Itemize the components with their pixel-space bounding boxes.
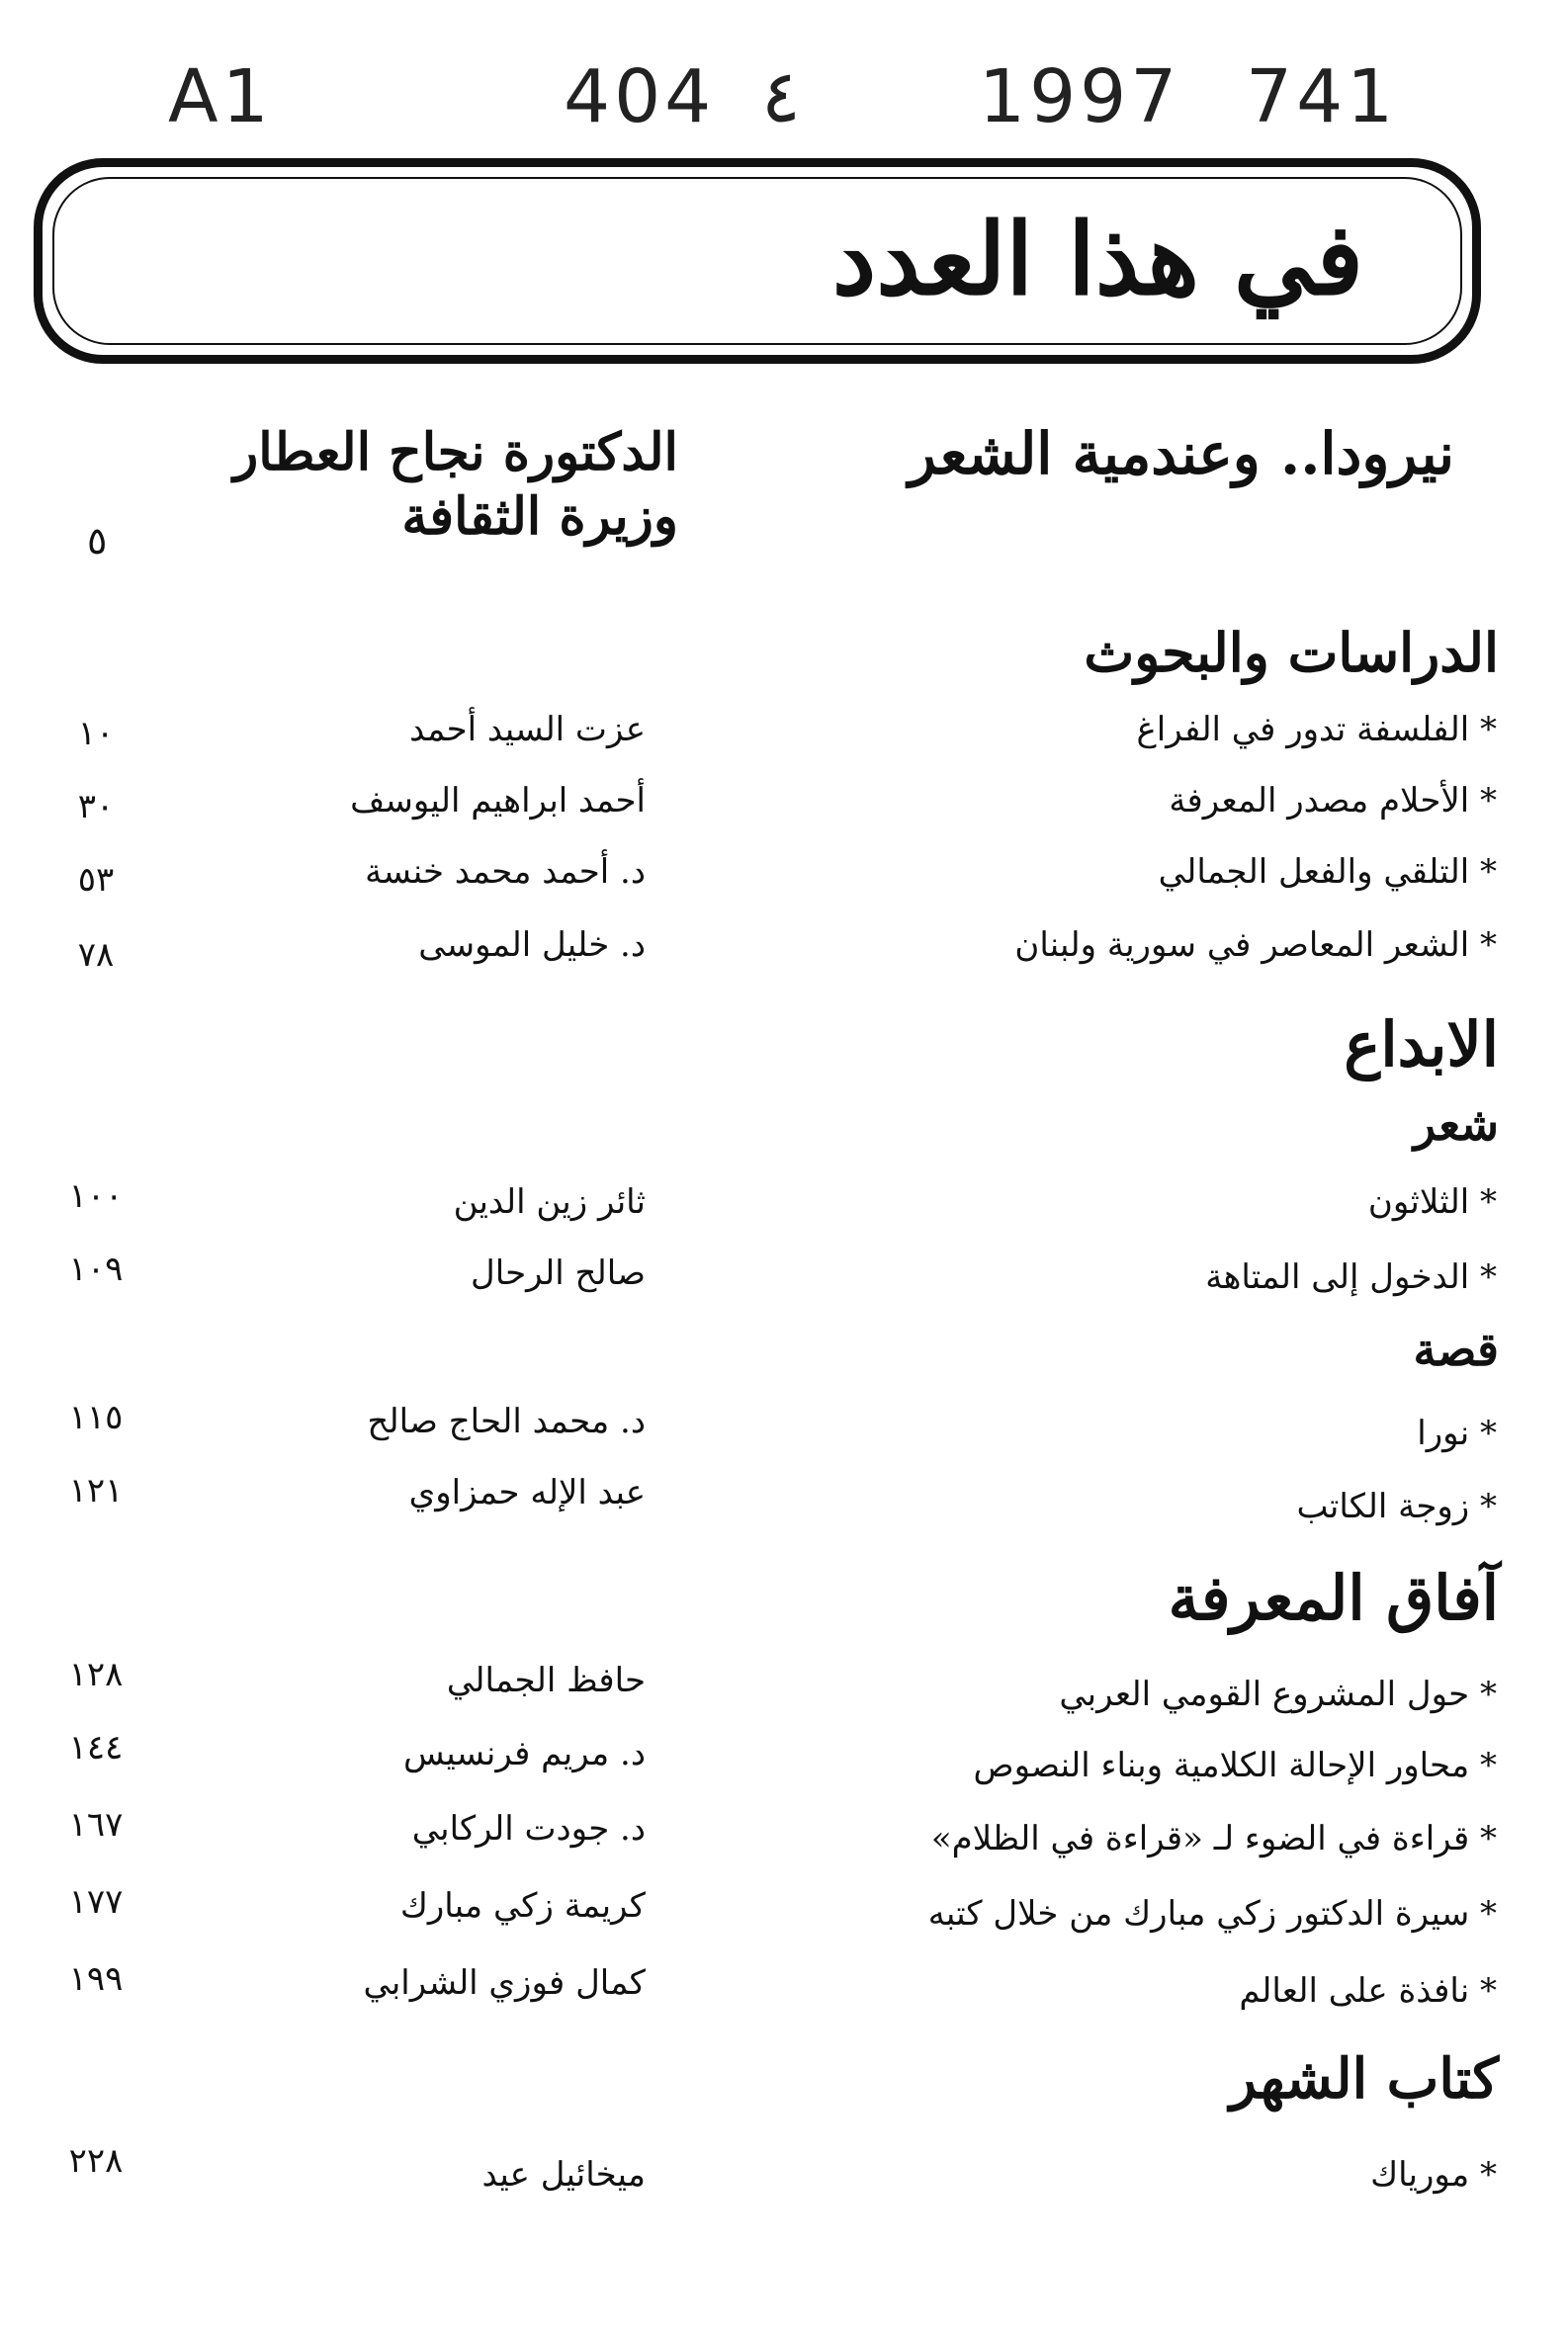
toc-entry-title: * نافذة على العالم xyxy=(1239,1971,1497,2011)
toc-entry-author: أحمد ابراهيم اليوسف xyxy=(350,781,646,820)
handwritten-catalog-note xyxy=(168,54,1414,143)
toc-entry-page: ١٠ xyxy=(77,714,115,753)
toc-entry-title: * زوجة الكاتب xyxy=(1296,1487,1497,1526)
toc-entry-author: د. مريم فرنسيس xyxy=(402,1734,646,1773)
section-heading-horizons: آفاق المعرفة xyxy=(1168,1562,1499,1634)
toc-entry-title: * نورا xyxy=(1417,1414,1497,1453)
toc-entry-author: عبد الإله حمزاوي xyxy=(408,1473,646,1512)
toc-entry-author: ثائر زين الدين xyxy=(453,1182,646,1222)
toc-entry-page: ١٢٨ xyxy=(68,1655,124,1694)
note-code: 741 xyxy=(1246,54,1398,139)
note-ref: A1 xyxy=(168,54,273,139)
toc-entry-author: د. أحمد محمد خنسة xyxy=(365,852,646,892)
lead-page-number: ٥ xyxy=(87,519,108,562)
toc-entry-page: ١١٥ xyxy=(68,1398,124,1437)
toc-entry-page: ١٤٤ xyxy=(68,1728,124,1768)
subsection-heading-poetry: شعر xyxy=(1413,1097,1499,1151)
toc-entry-author: د. جودت الركابي xyxy=(411,1809,646,1849)
toc-entry-author: عزت السيد أحمد xyxy=(409,710,646,749)
toc-entry-title: * الثلاثون xyxy=(1367,1182,1497,1222)
toc-entry-page: ١٠٩ xyxy=(68,1250,124,1289)
toc-entry-title: * موریاك xyxy=(1370,2155,1497,2195)
toc-entry-author: صالح الرحال xyxy=(471,1253,646,1293)
toc-entry-page: ١٦٧ xyxy=(68,1805,124,1845)
toc-entry-page: ٢٢٨ xyxy=(68,2141,124,2181)
toc-entry-author: كمال فوزي الشرابي xyxy=(363,1963,646,2003)
toc-entry-author: ميخائيل عيد xyxy=(481,2155,646,2195)
toc-entry-author: حافظ الجمالي xyxy=(446,1661,646,1700)
lead-article-title: نيرودا.. وعندمية الشعر xyxy=(908,420,1454,487)
note-number: 404 xyxy=(564,54,716,139)
toc-entry-title: * الفلسفة تدور في الفراغ xyxy=(1136,710,1497,749)
toc-entry-author: كريمة زكي مبارك xyxy=(399,1886,646,1926)
toc-entry-title: * حول المشروع القومي العربي xyxy=(1059,1675,1497,1714)
toc-entry-page: ١٩٩ xyxy=(68,1959,124,1999)
toc-entry-title: * محاور الإحالة الكلامية وبناء النصوص xyxy=(973,1746,1497,1785)
subsection-heading-story: قصة xyxy=(1413,1323,1499,1376)
toc-entry-page: ٧٨ xyxy=(77,935,115,975)
toc-entry-title: * الدخول إلى المتاهة xyxy=(1205,1257,1497,1297)
toc-entry-page: ١٢١ xyxy=(68,1471,124,1510)
toc-entry-page: ٥٣ xyxy=(77,860,115,900)
toc-entry-page: ١٠٠ xyxy=(68,1176,124,1216)
toc-entry-title: * الأحلام مصدر المعرفة xyxy=(1169,781,1497,820)
section-heading-creativity: الابداع xyxy=(1344,1008,1499,1080)
note-year: 1997 xyxy=(979,54,1181,139)
section-heading-book-of-month: كتاب الشهر xyxy=(1229,2046,1499,2112)
toc-entry-title: * سيرة الدكتور زكي مبارك من خلال كتبه xyxy=(927,1894,1497,1934)
toc-entry-author: د. خليل الموسى xyxy=(418,925,646,965)
note-letter: ٤ xyxy=(761,54,801,139)
title-banner xyxy=(34,158,1481,364)
lead-article-author xyxy=(233,420,678,549)
lead-author-name: الدكتورة نجاح العطار xyxy=(233,422,678,482)
toc-entry-page: ١٧٧ xyxy=(68,1882,124,1922)
toc-entry-title: * التلقي والفعل الجمالي xyxy=(1158,852,1497,892)
toc-entry-title: * قراءة في الضوء لـ «قراءة في الظلام» xyxy=(930,1819,1497,1858)
toc-entry-title: * الشعر المعاصر في سورية ولبنان xyxy=(1014,925,1497,965)
lead-author-role: وزيرة الثقافة xyxy=(401,486,678,547)
toc-entry-author: د. محمد الحاج صالح xyxy=(367,1402,646,1441)
toc-entry-page: ٣٠ xyxy=(77,787,115,826)
page-title: في هذا العدد xyxy=(831,201,1363,317)
section-heading-studies: الدراسات والبحوث xyxy=(1084,621,1499,684)
